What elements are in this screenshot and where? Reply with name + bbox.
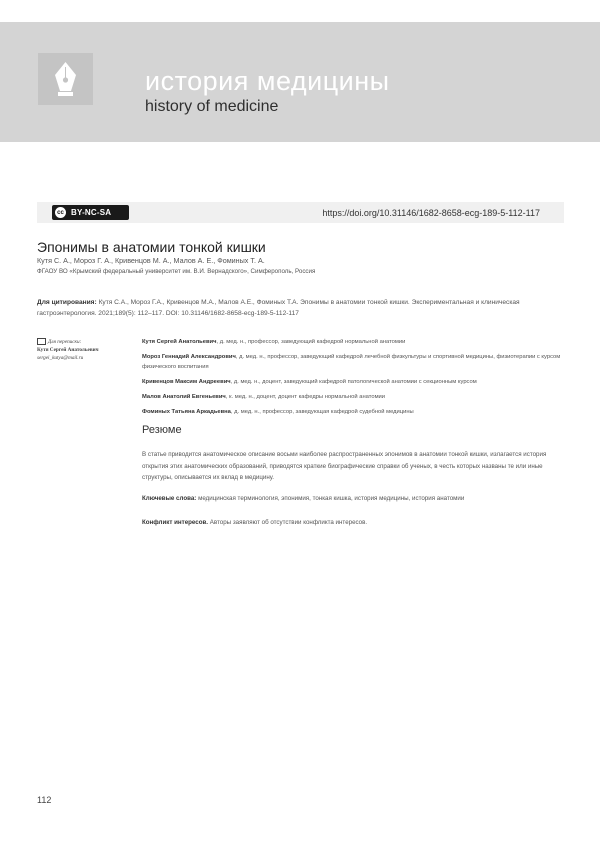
author-detail	[142, 338, 577, 347]
conflict-of-interest	[142, 519, 562, 526]
correspondence-email[interactable]: sergei_kutya@mail.ru	[37, 355, 84, 361]
author-detail-name: Кривенцов Максим Андреевич	[142, 378, 231, 385]
abstract-text: В статье приводится анатомическое описание восьми наиболее распространенных эпонимов в анатомии тонкой кишки, излагается история открытия этих анатомических образований, приводятся краткие биографические справки об ученых, в честь которых названы те или иные структуры, описывается их вклад в медицину.	[142, 451, 547, 481]
citation-text: Кутя С.А., Мороз Г.А., Кривенцов М.А., Малов А.Е., Фоминых Т.А. Эпонимы в анатомии тонкой кишки. Экспериментальная и клиническая гастроэнтерология. 2021;189(5): 112–117. DOI: 10.31146/1682-8658-ecg-189-5-112-117	[37, 299, 520, 317]
author-detail-desc: , д. мед. н., профессор, заведующий кафедрой лечебной физкультуры и спортивной медицины, физиотерапии с курсом физического воспитания	[142, 354, 561, 370]
citation-label: Для цитирования:	[37, 299, 97, 306]
keywords	[142, 495, 562, 502]
correspondence-name: Кутя Сергей Анатольевич	[37, 347, 99, 353]
correspondence-label: Для переписки:	[48, 339, 82, 345]
cc-icon: cc	[55, 207, 66, 218]
page-number: 112	[37, 795, 52, 805]
mail-icon	[37, 338, 46, 345]
author-names: Кутя С. А., Мороз Г. А., Кривенцов М. А., Малов А. Е., Фоминых Т. А.	[37, 256, 265, 265]
license-label: BY-NC-SA	[71, 208, 112, 217]
author-detail-desc: , к. мед. н., доцент, доцент кафедры нормальной анатомии	[225, 394, 386, 401]
author-detail-name: Малов Анатолий Евгеньевич	[142, 394, 226, 401]
journal-title-ru: история медицины	[145, 66, 390, 96]
author-affiliation: ФГАОУ ВО «Крымский федеральный университет им. В.И. Вернадского», Симферополь, Россия	[37, 268, 316, 275]
doi-link[interactable]: https://doi.org/10.31146/1682-8658-ecg-189-5-112-117	[322, 208, 540, 218]
pen-nib-icon	[38, 53, 93, 105]
author-detail-name: Мороз Геннадий Александрович	[142, 354, 236, 361]
author-detail	[142, 408, 577, 417]
citation-block	[37, 297, 565, 319]
journal-title-en: history of medicine	[145, 98, 279, 115]
author-detail-name: Фоминых Татьяна Аркадьевна	[142, 409, 231, 416]
keywords-label: Ключевые слова:	[142, 495, 197, 502]
license-badge[interactable]	[52, 205, 129, 220]
conflict-label: Конфликт интересов.	[142, 519, 209, 526]
author-detail	[142, 353, 577, 372]
author-detail-desc: , д. мед. н., профессор, заведующая кафедрой судебной медицины	[230, 409, 414, 416]
author-detail	[142, 393, 577, 402]
author-details	[142, 338, 577, 424]
author-detail-name: Кутя Сергей Анатольевич	[142, 339, 217, 345]
article-title: Эпонимы в анатомии тонкой кишки	[37, 239, 266, 255]
correspondence-header	[37, 338, 127, 346]
conflict-text: Авторы заявляют об отсутствии конфликта интересов.	[208, 519, 368, 526]
correspondence-box	[37, 338, 127, 362]
journal-logo	[38, 53, 93, 105]
keywords-text: медицинская терминология, эпонимия, тонкая кишка, история медицины, история анатомии	[196, 495, 465, 502]
author-detail	[142, 378, 577, 387]
author-detail-desc: , д. мед. н., профессор, заведующий кафедрой нормальной анатомии	[216, 339, 406, 345]
abstract-heading: Резюме	[142, 424, 182, 436]
author-detail-desc: , д. мед. н., доцент, заведующий кафедрой патологической анатомии с секционным курсом	[230, 378, 477, 385]
